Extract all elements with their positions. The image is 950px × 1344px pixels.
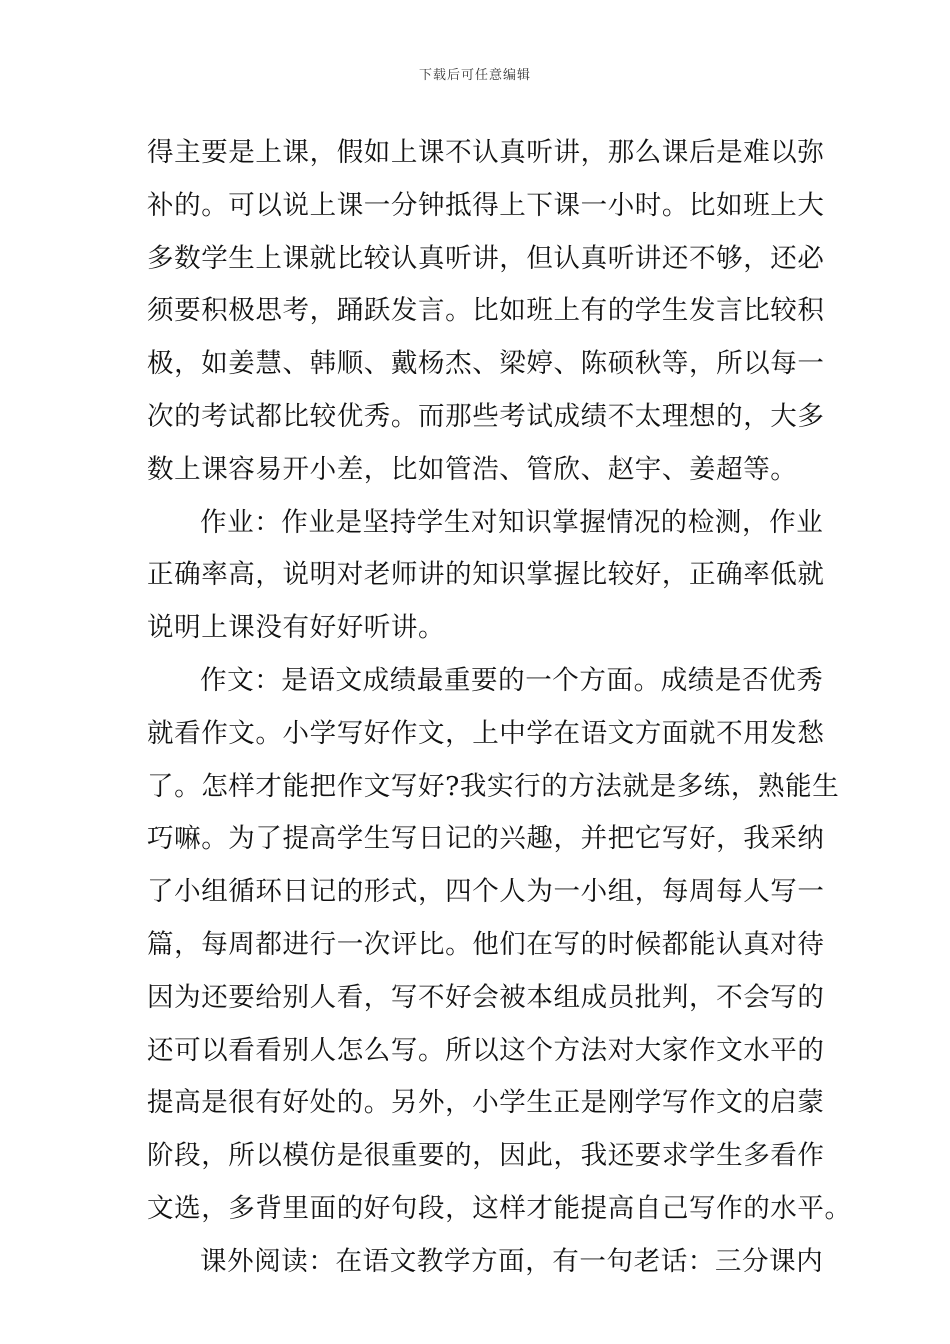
text-line: 正确率高，说明对老师讲的知识掌握比较好，正确率低就 [147,559,825,591]
text-line: 极，如姜慧、韩顺、戴杨杰、梁婷、陈硕秋等，所以每一 [147,348,825,380]
text-line: 就看作文。小学写好作文，上中学在语文方面就不用发愁 [147,717,825,749]
text-line: 巧嘛。为了提高学生写日记的兴趣，并把它写好，我采纳 [147,823,825,855]
text-line: 数上课容易开小差，比如管浩、管欣、赵宇、姜超等。 [147,453,798,485]
text-line: 因为还要给别人看，写不好会被本组成员批判，不会写的 [147,981,825,1013]
text-line: 课外阅读：在语文教学方面，有一句老话：三分课内 [200,1245,824,1277]
text-line: 文选，多背里面的好句段，这样才能提高自己写作的水平。 [147,1192,852,1224]
text-line: 了。怎样才能把作文写好?我实行的方法就是多练，熟能生 [147,770,840,802]
text-line: 了小组循环日记的形式，四个人为一小组，每周每人写一 [147,876,825,908]
text-line: 提高是很有好处的。另外，小学生正是刚学写作文的启蒙 [147,1087,825,1119]
text-line: 篇，每周都进行一次评比。他们在写的时候都能认真对待 [147,928,825,960]
text-line: 说明上课没有好好听讲。 [147,612,446,644]
document-body [147,127,852,1289]
text-line: 阶段，所以模仿是很重要的，因此，我还要求学生多看作 [147,1140,825,1172]
text-line: 补的。可以说上课一分钟抵得上下课一小时。比如班上大 [147,189,825,221]
text-line: 多数学生上课就比较认真听讲，但认真听讲还不够，还必 [147,242,825,274]
text-line: 次的考试都比较优秀。而那些考试成绩不太理想的，大多 [147,400,825,432]
text-line: 作业：作业是坚持学生对知识掌握情况的检测，作业 [200,506,824,538]
page-header: 下载后可任意编辑 [418,68,531,83]
text-line: 须要积极思考，踊跃发言。比如班上有的学生发言比较积 [147,295,825,327]
text-line: 得主要是上课，假如上课不认真听讲，那么课后是难以弥 [147,137,825,168]
text-line: 还可以看看别人怎么写。所以这个方法对大家作文水平的 [147,1034,825,1066]
text-line: 作文：是语文成绩最重要的一个方面。成绩是否优秀 [200,664,824,696]
